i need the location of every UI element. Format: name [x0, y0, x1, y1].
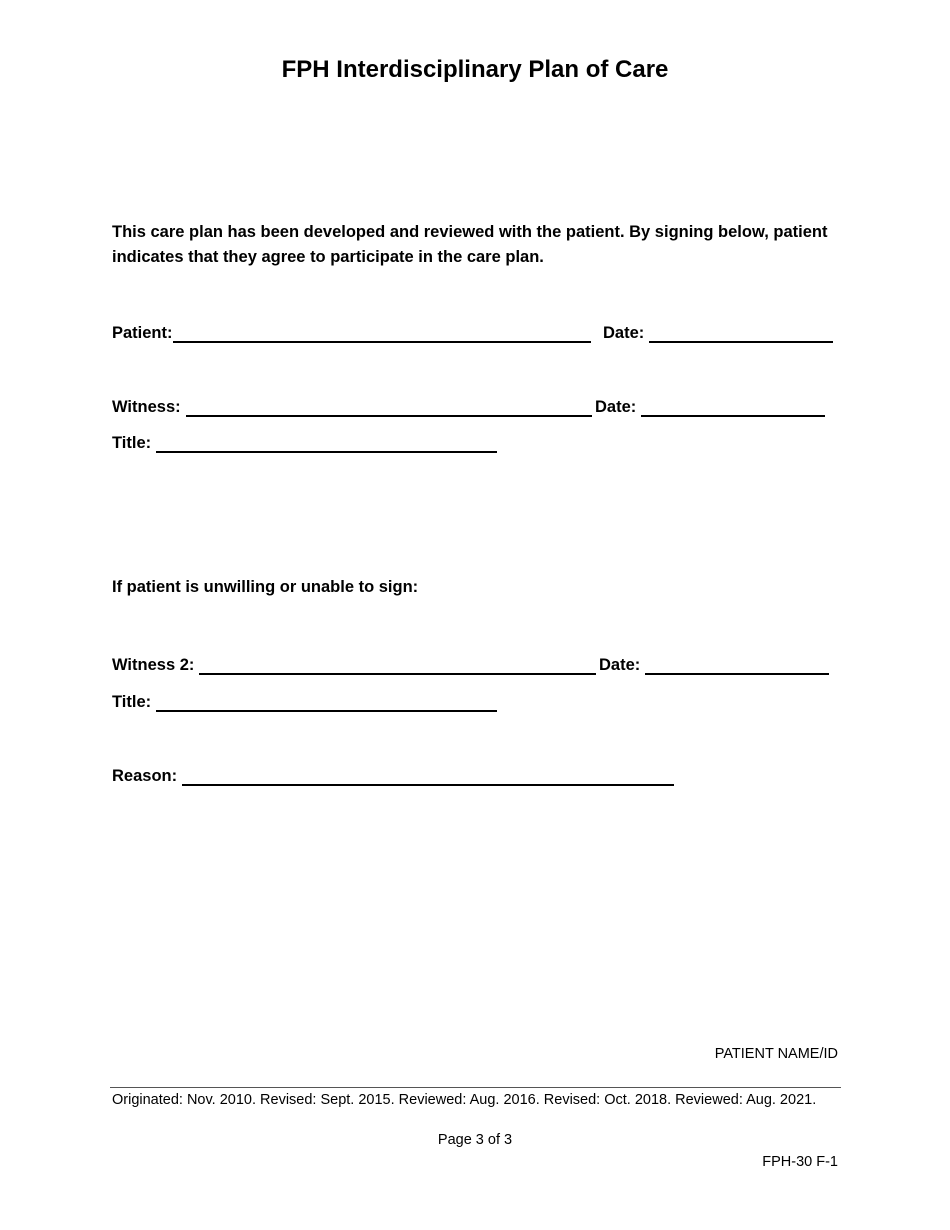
date-label: Date:: [603, 324, 645, 342]
witness-date-field[interactable]: [595, 395, 825, 417]
title-label: Title:: [112, 693, 152, 711]
reason-field[interactable]: [112, 764, 674, 786]
patient-name-id-label: PATIENT NAME/ID: [714, 1046, 838, 1062]
date-label: Date:: [595, 398, 637, 416]
patient-signature-line[interactable]: [173, 325, 591, 343]
witness-label: Witness:: [112, 398, 181, 416]
witness2-title-line[interactable]: [156, 694, 497, 712]
date-label: Date:: [599, 656, 641, 674]
patient-date-line[interactable]: [649, 325, 833, 343]
witness2-signature-field[interactable]: [112, 653, 596, 675]
witness-date-line[interactable]: [641, 399, 825, 417]
title-label: Title:: [112, 434, 152, 452]
witness-signature-line[interactable]: [186, 399, 592, 417]
unable-to-sign-heading: If patient is unwilling or unable to sign:: [112, 578, 419, 596]
witness-title-field[interactable]: [112, 431, 497, 453]
footer-divider: [110, 1087, 841, 1088]
witness2-date-line[interactable]: [645, 657, 829, 675]
patient-date-field[interactable]: [603, 321, 833, 343]
witness-title-line[interactable]: [156, 435, 497, 453]
revision-history: Originated: Nov. 2010. Revised: Sept. 2015. Reviewed: Aug. 2016. Revised: Oct. 2018. Reviewed: Aug. 2021.: [112, 1092, 817, 1108]
witness2-title-field[interactable]: [112, 690, 497, 712]
patient-label: Patient:: [112, 324, 173, 342]
patient-signature-field[interactable]: [112, 321, 591, 343]
witness2-label: Witness 2:: [112, 656, 195, 674]
reason-label: Reason:: [112, 767, 178, 785]
consent-statement: This care plan has been developed and reviewed with the patient. By signing below, patient indicates that they agree to participate in the care plan.: [112, 223, 828, 266]
form-code: FPH-30 F-1: [762, 1154, 838, 1170]
witness2-date-field[interactable]: [599, 653, 829, 675]
witness-signature-field[interactable]: [112, 395, 592, 417]
witness2-signature-line[interactable]: [199, 657, 596, 675]
page-title: FPH Interdisciplinary Plan of Care: [281, 56, 669, 83]
reason-line[interactable]: [182, 768, 674, 786]
page-number: Page 3 of 3: [437, 1132, 513, 1148]
